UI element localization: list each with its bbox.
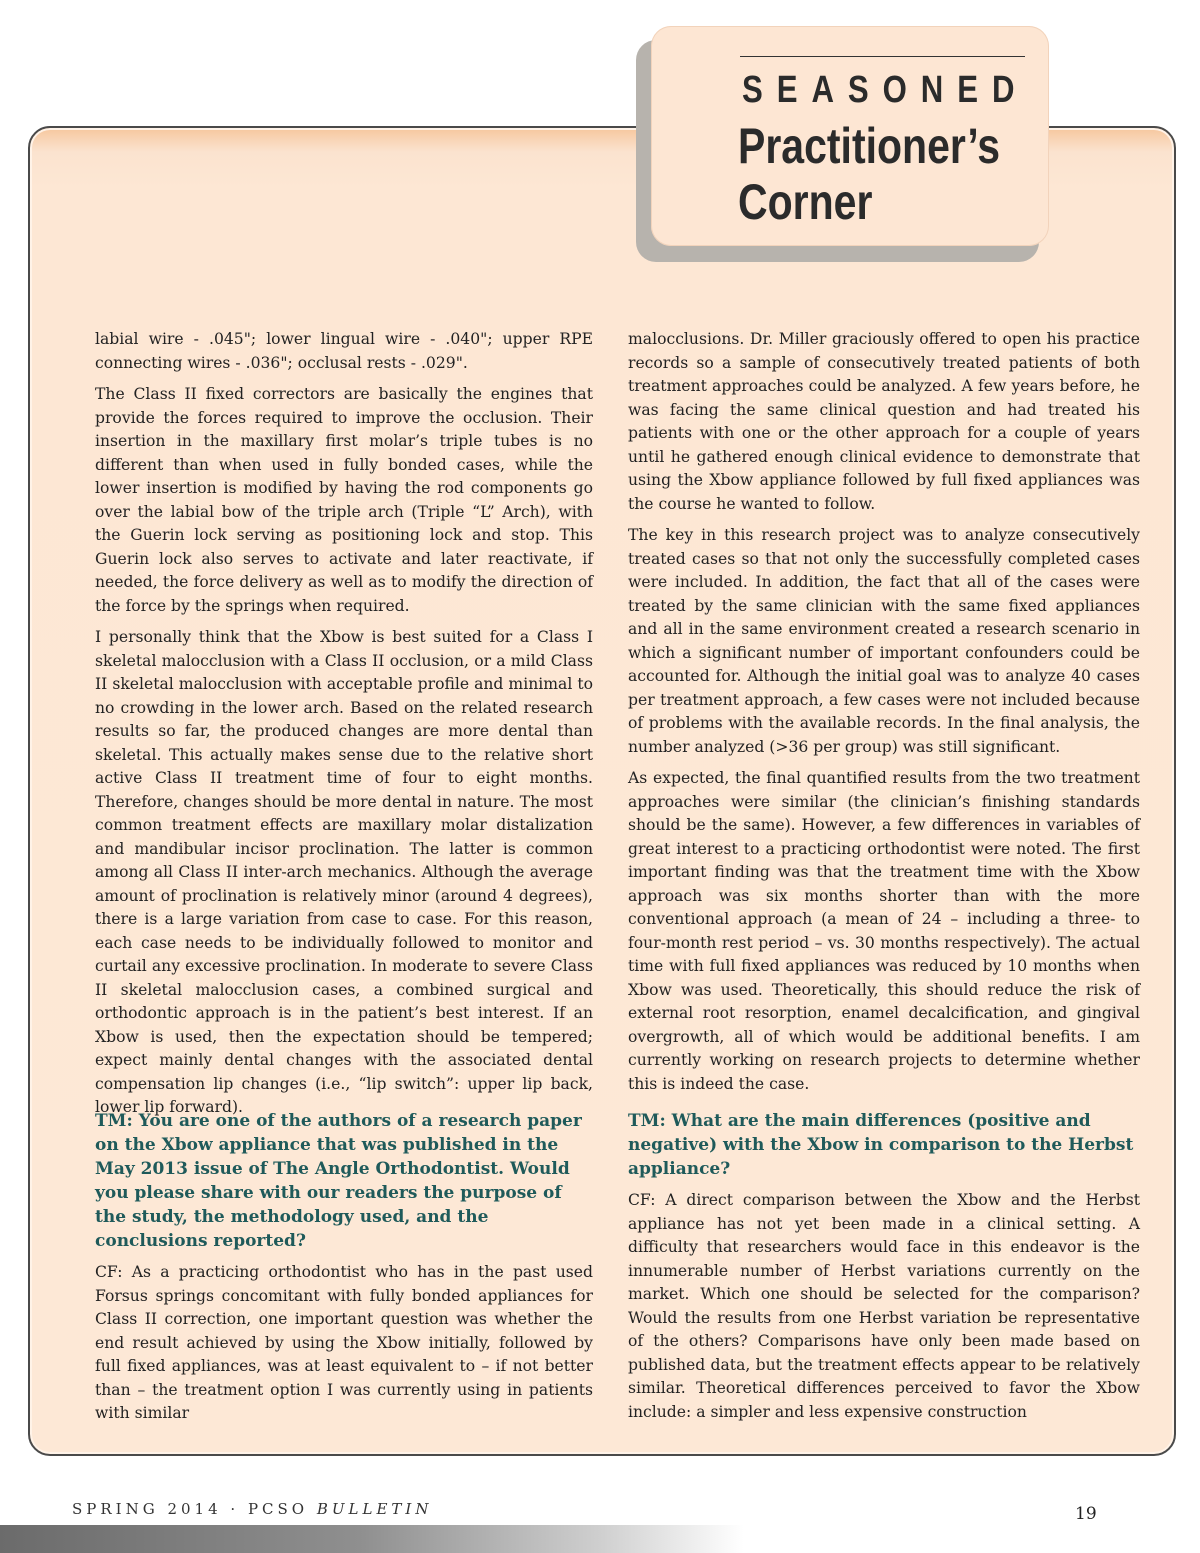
header-rule [740,56,1025,57]
left-column [95,328,593,1128]
left-paragraph-3: I personally think that the Xbow is best suited for a Class I skeletal malocclusion with a Class II occlusion, or a mild Class II skeletal malocclusion with acceptable profile and minimal to no crowding in the lower arch. Based on the related research results so far, the produced changes are more dental than skeletal. This actually makes sense due to the relative short active Class II treatment time of four to eight months. Therefore, changes should be more dental in nature. The most common treatment effects are maxillary molar distalization and mandibular incisor proclination. The latter is common among all Class II inter-arch mechanics. Although the average amount of proclination is relatively minor (around 4 degrees), there is a large variation from case to case. For this reason, each case needs to be individually followed to monitor and curtail any excessive proclination. In moderate to severe Class II skeletal malocclusion cases, a combined surgical and orthodontic approach is in the patient’s best interest. If an Xbow is used, then the expectation should be tempered; expect mainly dental changes with the associated dental compensation lip changes (i.e., “lip switch”: upper lip back, lower lip forward). [95,628,593,1116]
right-paragraph-3: As expected, the final quantified results from the two treatment approaches were similar (the clinician’s finishing standards should be the same). However, a few differences in variables of great interest to a practicing orthodontist were noted. The first important finding was that the treatment time with the Xbow approach was six months shorter than with the more conventional approach (a mean of 24 – including a three- to four-month rest period – vs. 30 months respectively). The actual time with full fixed appliances was reduced by 10 months when Xbow was used. Theoretically, this should reduce the risk of external root resorption, enamel decalcification, and gingival overgrowth, all of which would be additional benefits. I am currently working on research projects to determine whether this is indeed the case. [628,769,1140,1093]
section-title-line2: Corner [738,174,873,230]
right-paragraph-1: malocclusions. Dr. Miller graciously offered to open his practice records so a sample of consecutively treated patients of both treatment approaches could be analyzed. A few years before, he was facing the same clinical question and had treated his patients with one or the other approach for a couple of years until he gathered enough clinical evidence to demonstrate that using the Xbow appliance followed by full fixed appliances was the course he wanted to follow. [628,330,1140,513]
interview-question: TM: You are one of the authors of a research paper on the Xbow appliance that was published in the May 2013 issue of The Angle Orthodontist. Would you please share with our readers the purpose of the study, the methodology used, and the conclusions reported? [95,1111,582,1251]
interview-answer: CF: As a practicing orthodontist who has in the past used Forsus springs concomitant with fully bonded appliances for Class II correction, one important question was whether the end result achieved by using the Xbow initially, followed by full fixed appliances, was at least equivalent to – if not better than – the treatment option I was currently using in patients with similar [95,1263,593,1422]
left-paragraph-2: The Class II fixed correctors are basically the engines that provide the forces required to improve the occlusion. Their insertion in the maxillary first molar’s triple tubes is no different than when used in fully bonded cases, while the lower insertion is modified by having the rod components go over the labial bow of the triple arch (Triple “L” Arch), with the Guerin lock serving as positioning lock and stop. This Guerin lock also serves to activate and later reactivate, if needed, the force delivery as well as to modify the direction of the force by the springs when required. [95,385,593,615]
page-number: 19 [1075,1504,1097,1524]
left-interview-block [95,1109,593,1426]
footer-gradient-bar [0,1525,1200,1553]
section-kicker: SEASONED [742,69,1029,111]
right-interview-block [628,1109,1140,1424]
section-title [738,118,1000,230]
interview-question: TM: What are the main differences (positive and negative) with the Xbow in comparison to the Herbst appliance? [628,1111,1134,1179]
footer-publication: BULLETIN [316,1500,433,1518]
footer-issue: SPRING 2014 · PCSO [72,1500,309,1518]
interview-answer: CF: A direct comparison between the Xbow and the Herbst appliance has not yet been made in a clinical setting. A difficulty that researchers would face in this endeavor is the innumerable number of Herbst variations currently on the market. Which one should be selected for the comparison? Would the results from one Herbst variation be representative of the others? Comparisons have only been made based on published data, but the treatment effects appear to be relatively similar. Theoretical differences perceived to favor the Xbow include: a simpler and less expensive construction [628,1191,1140,1421]
right-paragraph-2: The key in this research project was to analyze consecutively treated cases so that not only the successfully completed cases were included. In addition, the fact that all of the cases were treated by the same clinician with the same fixed appliances and all in the same environment created a research scenario in which a significant number of important confounders could be accounted for. Although the initial goal was to analyze 40 cases per treatment approach, a few cases were not included because of problems with the available records. In the final analysis, the number analyzed (>36 per group) was still significant. [628,526,1140,756]
footer-issue-line [72,1500,432,1518]
section-title-line1: Practitioner’s [738,118,1001,174]
right-column [628,328,1140,1104]
left-paragraph-1: labial wire - .045"; lower lingual wire - .040"; upper RPE connecting wires - .036"; occlusal rests - .029". [95,330,593,372]
